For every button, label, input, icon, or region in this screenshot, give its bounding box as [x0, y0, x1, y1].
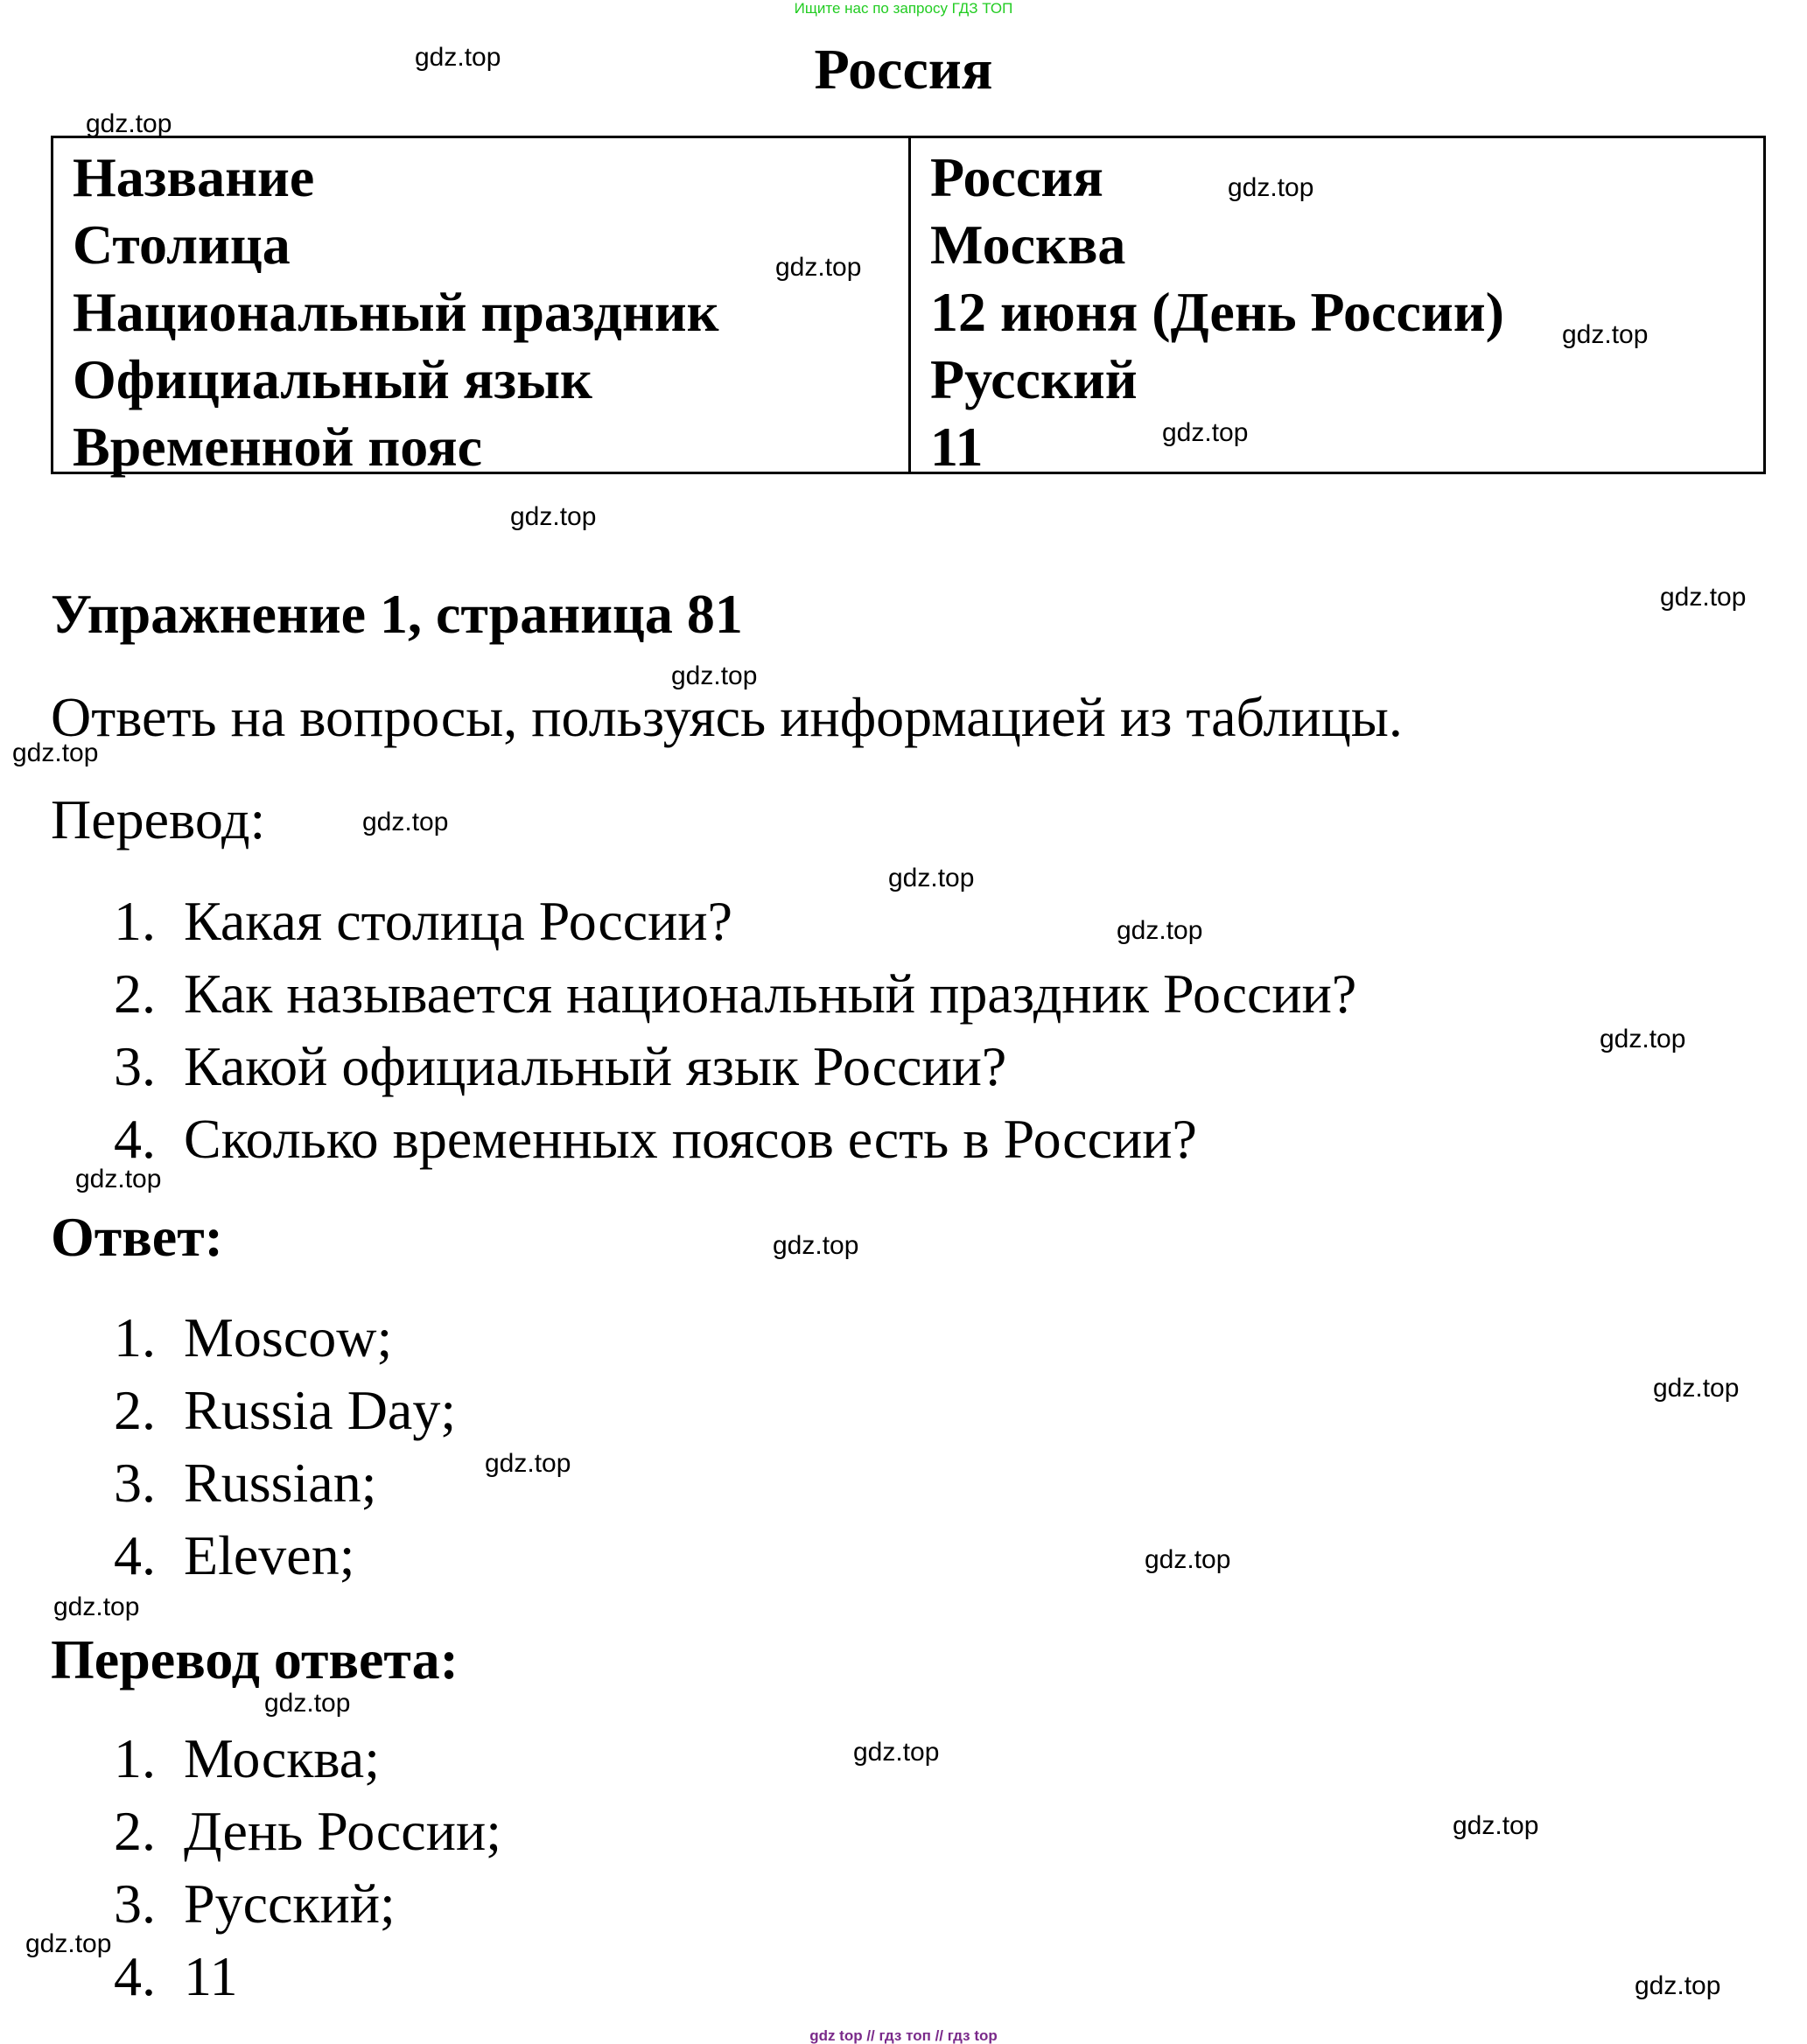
answer-translation-heading: Перевод ответа: [51, 1628, 459, 1690]
list-item-number: 2. [114, 962, 156, 1025]
exercise-task: Ответь на вопросы, пользуясь информацией из таблицы. [51, 686, 1403, 748]
watermark: gdz.top [75, 1165, 162, 1194]
list-item [114, 1519, 456, 1592]
answer-translations-list [114, 1722, 501, 2012]
list-item [114, 1722, 501, 1795]
list-item [114, 1446, 456, 1519]
list-item-text: Русский; [184, 1872, 396, 1935]
list-item-number: 3. [114, 1035, 156, 1097]
list-item-text: 11 [184, 1945, 238, 2007]
list-item-text: Какая столица России? [184, 890, 733, 952]
watermark: gdz.top [888, 864, 975, 892]
watermark: gdz.top [362, 808, 449, 836]
info-table-values [911, 138, 1763, 478]
list-item-number: 2. [114, 1800, 156, 1862]
watermark: gdz.top [1635, 1971, 1721, 2000]
answers-list [114, 1301, 456, 1592]
info-value-capital: Москва [930, 214, 1126, 276]
footer-watermark: gdz top // гдз топ // гдз top [809, 2027, 998, 2044]
watermark: gdz.top [12, 738, 99, 767]
info-value-timezone: 11 [930, 416, 984, 478]
list-item-text: Moscow; [184, 1306, 393, 1368]
list-item-text: Eleven; [184, 1524, 355, 1586]
list-item-text: Как называется национальный праздник России? [184, 962, 1357, 1025]
watermark: gdz.top [53, 1592, 140, 1621]
watermark: gdz.top [1660, 583, 1747, 612]
watermark: gdz.top [264, 1689, 351, 1718]
watermark: gdz.top [86, 109, 172, 138]
list-item-number: 3. [114, 1872, 156, 1935]
watermark: gdz.top [510, 502, 597, 531]
list-item-number: 1. [114, 1306, 156, 1368]
watermark: gdz.top [25, 1929, 112, 1958]
list-item-number: 3. [114, 1452, 156, 1514]
list-item-text: День России; [184, 1800, 501, 1862]
watermark: gdz.top [1145, 1545, 1231, 1574]
watermark: gdz.top [1562, 320, 1649, 349]
exercise-heading: Упражнение 1, страница 81 [51, 583, 743, 645]
watermark: gdz.top [1453, 1811, 1539, 1840]
info-label-holiday: Национальный праздник [73, 281, 719, 343]
info-label-language: Официальный язык [73, 348, 592, 410]
list-item-text: Сколько временных поясов есть в России? [184, 1108, 1197, 1170]
list-item-text: Russia Day; [184, 1379, 457, 1441]
list-item-number: 1. [114, 890, 156, 952]
info-table-labels [53, 138, 911, 478]
list-item [114, 1940, 501, 2012]
list-item-text: Russian; [184, 1452, 377, 1514]
list-item [114, 1795, 501, 1867]
list-item [114, 1301, 456, 1374]
watermark: gdz.top [773, 1231, 859, 1260]
info-label-name: Название [73, 146, 315, 208]
watermark: gdz.top [671, 662, 758, 690]
watermark: gdz.top [485, 1449, 571, 1478]
watermark: gdz.top [1600, 1025, 1686, 1054]
list-item [114, 1102, 1356, 1175]
watermark: gdz.top [775, 253, 862, 282]
watermark: gdz.top [415, 43, 501, 72]
info-value-language: Русский [930, 348, 1138, 410]
watermark: gdz.top [853, 1738, 940, 1767]
list-item [114, 1030, 1356, 1102]
list-item [114, 1867, 501, 1940]
watermark: gdz.top [1117, 916, 1203, 945]
list-item [114, 957, 1356, 1030]
info-label-timezone: Временной пояс [73, 416, 482, 478]
list-item-number: 4. [114, 1108, 156, 1170]
search-hint-banner: Ищите нас по запросу ГДЗ ТОП [794, 0, 1013, 17]
watermark: gdz.top [1162, 418, 1249, 447]
list-item [114, 1374, 456, 1446]
list-item-number: 4. [114, 1945, 156, 2007]
list-item-number: 1. [114, 1727, 156, 1789]
answer-heading: Ответ: [51, 1206, 223, 1268]
translation-label: Перевод: [51, 788, 266, 850]
info-value-name: Россия [930, 146, 1103, 208]
info-value-holiday: 12 июня (День России) [930, 281, 1504, 343]
list-item-number: 2. [114, 1379, 156, 1441]
watermark: gdz.top [1228, 173, 1314, 202]
list-item-text: Москва; [184, 1727, 380, 1789]
country-info-table [51, 136, 1766, 478]
info-label-capital: Столица [73, 214, 291, 276]
list-item-number: 4. [114, 1524, 156, 1586]
page-title: Россия [814, 38, 993, 102]
watermark: gdz.top [1653, 1374, 1740, 1403]
list-item-text: Какой официальный язык России? [184, 1035, 1007, 1097]
